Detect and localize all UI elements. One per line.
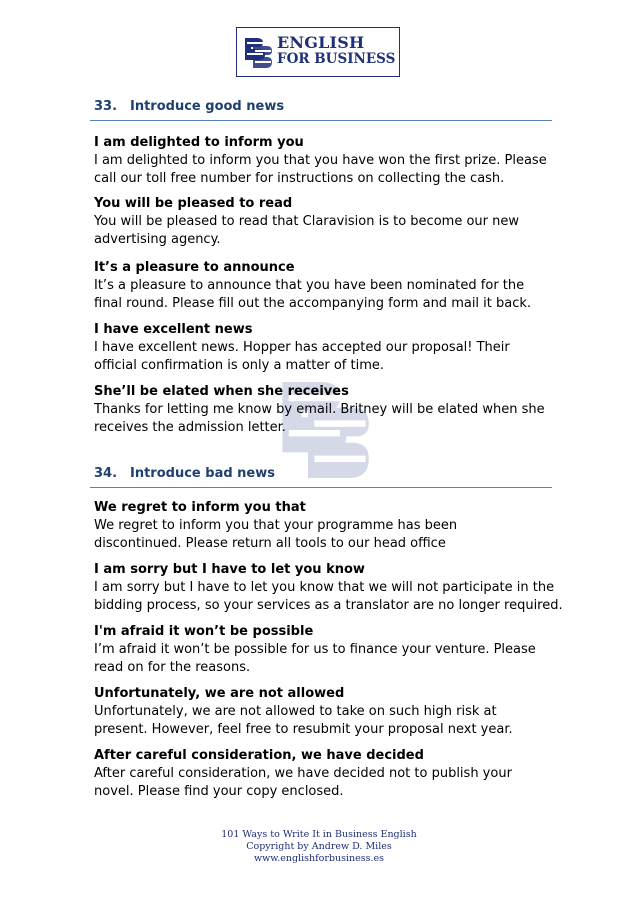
phrase-title: After careful consideration, we have decided (94, 748, 424, 763)
section-divider (90, 120, 552, 121)
section-number: 34. (94, 466, 118, 481)
page-footer (0, 829, 638, 865)
phrase-line: After careful consideration, we have decided not to publish your (94, 766, 512, 781)
phrase-block (94, 623, 574, 677)
phrase-block (94, 321, 574, 375)
logo-line-1: ENGLISH (277, 33, 365, 52)
phrase-line: I have excellent news. Hopper has accepted our proposal! Their (94, 340, 510, 355)
phrase-title: I am sorry but I have to let you know (94, 562, 365, 577)
section-title: Introduce bad news (130, 466, 275, 481)
phrase-block (94, 259, 574, 313)
phrase-line: bidding process, so your services as a translator are no longer required. (94, 598, 563, 613)
phrase-title: We regret to inform you that (94, 500, 306, 515)
phrase-line: I am sorry but I have to let you know that we will not participate in the (94, 580, 555, 595)
section-title: Introduce good news (130, 99, 285, 114)
phrase-title: I'm afraid it won’t be possible (94, 624, 314, 639)
phrase-line: present. However, feel free to resubmit your proposal next year. (94, 722, 513, 737)
section-heading (94, 99, 284, 114)
phrase-title: Unfortunately, we are not allowed (94, 686, 345, 701)
phrase-block (94, 747, 574, 801)
phrase-block (94, 685, 574, 739)
phrase-line: final round. Please fill out the accompanying form and mail it back. (94, 296, 532, 311)
phrase-title: I am delighted to inform you (94, 135, 304, 150)
company-logo (236, 27, 400, 77)
phrase-block (94, 383, 574, 437)
phrase-title: It’s a pleasure to announce (94, 260, 295, 275)
phrase-line: I am delighted to inform you that you have won the first prize. Please (94, 153, 547, 168)
phrase-line: novel. Please find your copy enclosed. (94, 784, 344, 799)
phrase-title: She’ll be elated when she receives (94, 384, 349, 399)
section-heading (94, 466, 275, 481)
phrase-line: official confirmation is only a matter of time. (94, 358, 385, 373)
footer-book-title: 101 Ways to Write It in Business English (221, 829, 417, 840)
eb-logo-icon (243, 36, 273, 70)
phrase-block (94, 195, 574, 249)
phrase-block (94, 499, 574, 553)
section-divider (90, 487, 552, 488)
section-number: 33. (94, 99, 118, 114)
phrase-line: Thanks for letting me know by email. Britney will be elated when she (94, 402, 545, 417)
phrase-line: read on for the reasons. (94, 660, 251, 675)
phrase-block (94, 561, 574, 615)
phrase-line: Unfortunately, we are not allowed to take on such high risk at (94, 704, 497, 719)
logo-line-2: FOR BUSINESS (277, 51, 396, 67)
phrase-line: receives the admission letter. (94, 420, 286, 435)
footer-website-link[interactable]: www.englishforbusiness.es (253, 853, 385, 864)
phrase-line: advertising agency. (94, 232, 221, 247)
footer-copyright: Copyright by Andrew D. Miles (246, 841, 392, 852)
phrase-line: You will be pleased to read that Claravision is to become our new (94, 214, 519, 229)
phrase-line: call our toll free number for instructions on collecting the cash. (94, 171, 505, 186)
phrase-title: You will be pleased to read (94, 196, 293, 211)
phrase-line: It’s a pleasure to announce that you have been nominated for the (94, 278, 525, 293)
phrase-line: I’m afraid it won’t be possible for us to finance your venture. Please (94, 642, 536, 657)
phrase-block (94, 134, 574, 188)
phrase-line: discontinued. Please return all tools to our head office (94, 536, 446, 551)
phrase-title: I have excellent news (94, 322, 253, 337)
phrase-line: We regret to inform you that your programme has been (94, 518, 458, 533)
